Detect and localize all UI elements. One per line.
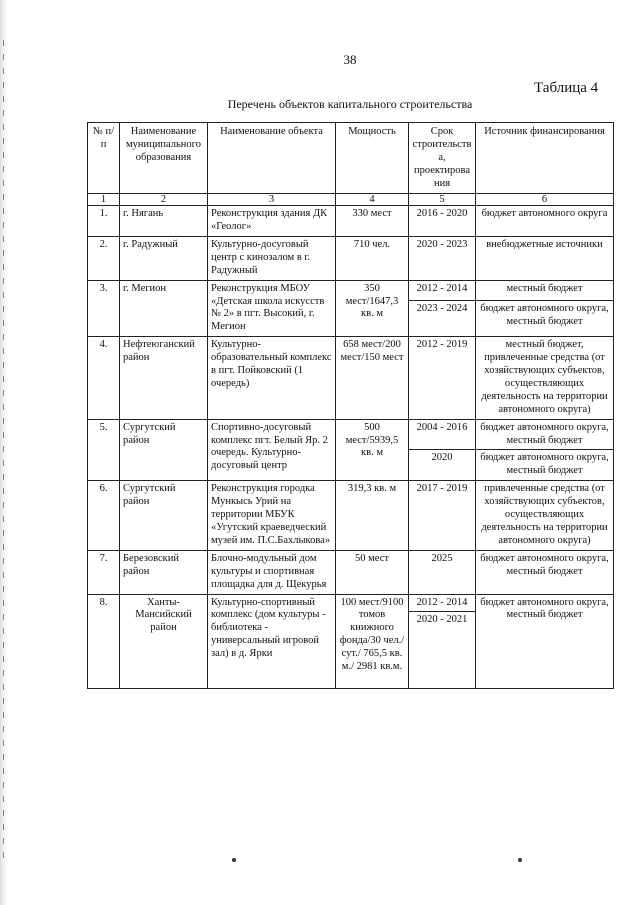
municipality-cell: г. Нягань bbox=[120, 206, 208, 237]
capacity-cell: 319,3 кв. м bbox=[336, 481, 409, 551]
column-number: 2 bbox=[120, 193, 208, 206]
column-number: 4 bbox=[336, 193, 409, 206]
municipality-cell: Сургутский район bbox=[120, 419, 208, 481]
municipality-cell: Сургутский район bbox=[120, 481, 208, 551]
header-cell: Срок строительства, проектирования bbox=[409, 123, 476, 194]
object-cell: Культурно-досуговый центр с кинозалом в г. Радужный bbox=[208, 236, 336, 280]
table-row bbox=[88, 280, 614, 301]
object-cell: Спортивно-досуговый комплекс пгт. Белый Яр. 2 очередь. Культурно-досуговый центр bbox=[208, 419, 336, 481]
row-number: 3. bbox=[88, 280, 120, 337]
table-row bbox=[88, 550, 614, 594]
table-row bbox=[88, 594, 614, 612]
document-title: Перечень объектов капитального строительства bbox=[227, 97, 473, 111]
capacity-cell: 500 мест/5939,5 кв. м bbox=[336, 419, 409, 481]
header-cell: № п/п bbox=[88, 123, 120, 194]
period-cell: 2016 - 2020 bbox=[409, 206, 476, 237]
table-row bbox=[88, 419, 614, 450]
object-cell: Культурно-спортивный комплекс (дом культуры - библиотека - универсальный игровой зал) в д. Ярки bbox=[208, 594, 336, 689]
object-cell: Культурно-образовательный комплекс в пгт. Пойковский (1 очередь) bbox=[208, 337, 336, 419]
capacity-cell: 658 мест/200 мест/150 мест bbox=[336, 337, 409, 419]
header-row bbox=[88, 123, 614, 194]
source-cell: бюджет автономного округа bbox=[476, 206, 614, 237]
municipality-cell: Ханты-Мансийский район bbox=[120, 594, 208, 689]
object-cell: Реконструкция МБОУ «Детская школа искусств № 2» в пгт. Высокий, г. Мегион bbox=[208, 280, 336, 337]
header-cell: Наименование объекта bbox=[208, 123, 336, 194]
source-cell: бюджет автономного округа, местный бюджет bbox=[476, 550, 614, 594]
table-row bbox=[88, 206, 614, 237]
row-number: 8. bbox=[88, 594, 120, 689]
period-cell: 2023 - 2024 bbox=[409, 301, 476, 337]
capital-construction-table bbox=[87, 122, 614, 689]
object-cell: Блочно-модульный дом культуры и спортивная площадка для д. Щекурья bbox=[208, 550, 336, 594]
period-cell: 2012 - 2019 bbox=[409, 337, 476, 419]
table-row bbox=[88, 481, 614, 551]
municipality-cell: Нефтеюганский район bbox=[120, 337, 208, 419]
header-cell: Мощность bbox=[336, 123, 409, 194]
source-cell: бюджет автономного округа, местный бюджет bbox=[476, 450, 614, 481]
column-number: 5 bbox=[409, 193, 476, 206]
source-cell: бюджет автономного округа, местный бюджет bbox=[476, 419, 614, 450]
period-cell: 2020 - 2021 bbox=[409, 612, 476, 689]
column-number: 6 bbox=[476, 193, 614, 206]
column-number: 3 bbox=[208, 193, 336, 206]
source-cell: бюджет автономного округа, местный бюджет bbox=[476, 301, 614, 337]
period-cell: 2020 bbox=[409, 450, 476, 481]
source-cell: привлеченные средства (от хозяйствующих субъектов, осуществляющих деятельность на территории автономного округа) bbox=[476, 481, 614, 551]
column-number-row bbox=[88, 193, 614, 206]
capacity-cell: 350 мест/1647,3 кв. м bbox=[336, 280, 409, 337]
period-cell: 2025 bbox=[409, 550, 476, 594]
period-cell: 2004 - 2016 bbox=[409, 419, 476, 450]
source-cell: местный бюджет, привлеченные средства (от хозяйствующих субъектов, осуществляющих деятельность на территории автономного округа) bbox=[476, 337, 614, 419]
scan-binding-edge bbox=[0, 0, 8, 905]
column-number: 1 bbox=[88, 193, 120, 206]
row-number: 1. bbox=[88, 206, 120, 237]
capacity-cell: 710 чел. bbox=[336, 236, 409, 280]
header-cell: Наименование муниципального образования bbox=[120, 123, 208, 194]
period-cell: 2012 - 2014 bbox=[409, 280, 476, 301]
scan-mark bbox=[232, 858, 236, 862]
page-number: 38 bbox=[343, 52, 357, 67]
row-number: 6. bbox=[88, 481, 120, 551]
table-row bbox=[88, 337, 614, 419]
row-number: 7. bbox=[88, 550, 120, 594]
capacity-cell: 330 мест bbox=[336, 206, 409, 237]
source-cell: бюджет автономного округа, местный бюджет bbox=[476, 594, 614, 689]
scan-mark bbox=[518, 858, 522, 862]
source-cell: внебюджетные источники bbox=[476, 236, 614, 280]
table-label: Таблица 4 bbox=[534, 80, 599, 96]
municipality-cell: г. Радужный bbox=[120, 236, 208, 280]
object-cell: Реконструкция городка Мункысь Урий на территории МБУК «Угутский краеведческий музей им. П.С.Бахлыкова» bbox=[208, 481, 336, 551]
row-number: 2. bbox=[88, 236, 120, 280]
capacity-cell: 50 мест bbox=[336, 550, 409, 594]
municipality-cell: Березовский район bbox=[120, 550, 208, 594]
period-cell: 2020 - 2023 bbox=[409, 236, 476, 280]
capacity-cell: 100 мест/9100 томов книжного фонда/30 чел./сут./ 765,5 кв. м./ 2981 кв.м. bbox=[336, 594, 409, 689]
header-cell: Источник финансирования bbox=[476, 123, 614, 194]
row-number: 4. bbox=[88, 337, 120, 419]
table-row bbox=[88, 236, 614, 280]
period-cell: 2012 - 2014 bbox=[409, 594, 476, 612]
object-cell: Реконструкция здания ДК «Геолог» bbox=[208, 206, 336, 237]
row-number: 5. bbox=[88, 419, 120, 481]
municipality-cell: г. Мегион bbox=[120, 280, 208, 337]
period-cell: 2017 - 2019 bbox=[409, 481, 476, 551]
source-cell: местный бюджет bbox=[476, 280, 614, 301]
